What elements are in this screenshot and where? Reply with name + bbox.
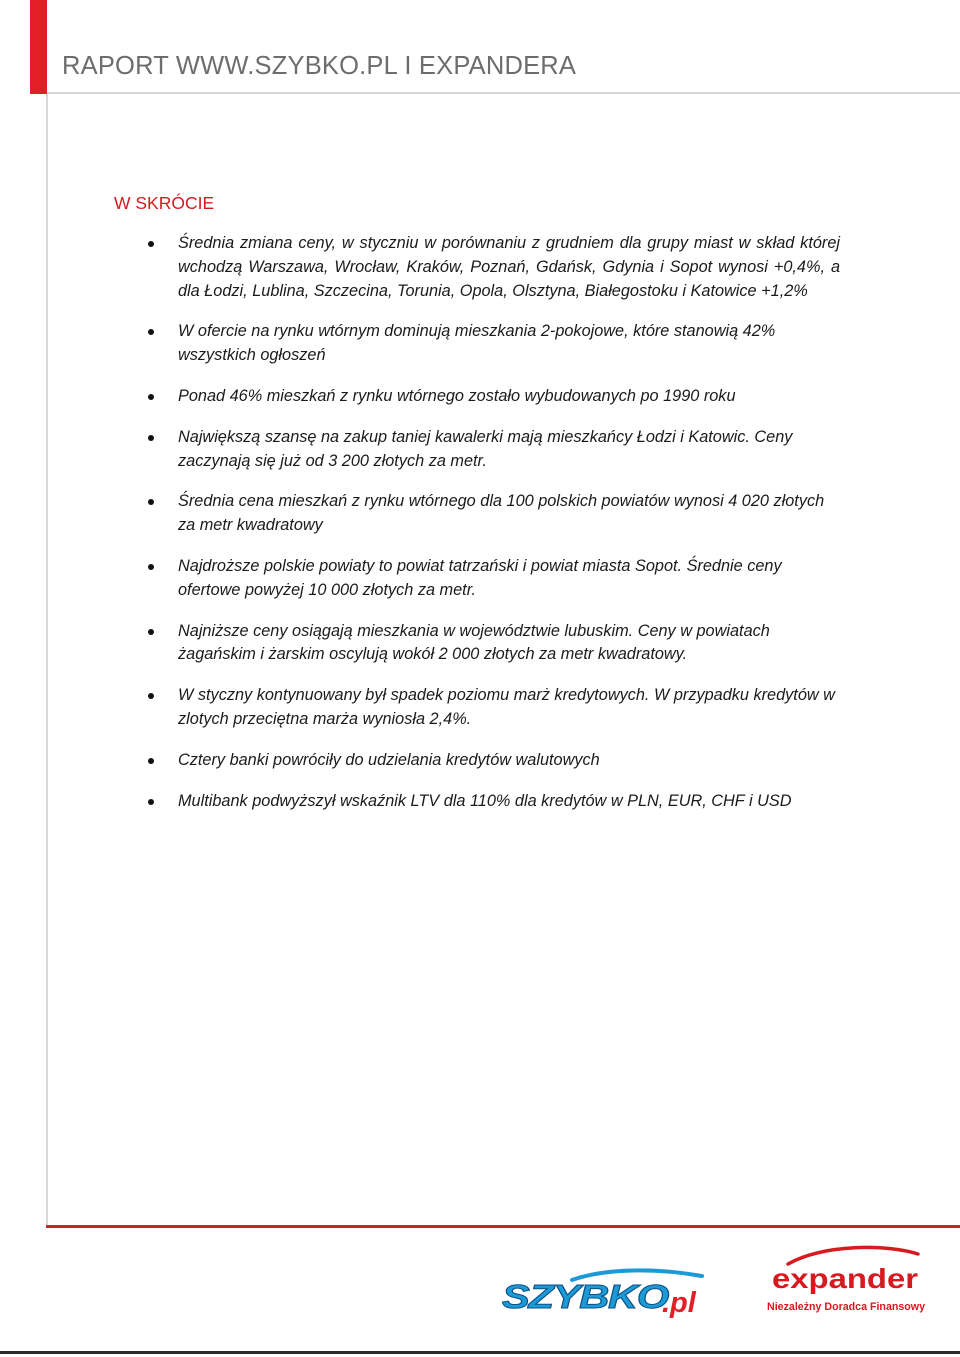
page-title: RAPORT WWW.SZYBKO.PL I EXPANDERA: [62, 52, 577, 80]
szybko-logo: [496, 1266, 714, 1324]
page-frame-left: [46, 94, 48, 1228]
list-item: [140, 749, 840, 773]
list-item-text: Multibank podwyższył wskaźnik LTV dla 110% dla kredytów w PLN, EUR, CHF i USD: [178, 791, 792, 810]
bullet-icon: [148, 564, 154, 570]
section-heading: W SKRÓCIE: [114, 193, 215, 213]
bullet-icon: [148, 394, 154, 400]
expander-tagline: Niezależny Doradca Finansowy: [767, 1301, 926, 1313]
page-frame-bottom: [46, 1225, 960, 1228]
page-bottom-edge: [0, 1351, 960, 1354]
list-item-text: W ofercie na rynku wtórnym dominują mieszkania 2-pokojowe, które stanowią 42% wszystkich ogłoszeń: [178, 322, 776, 365]
bullet-icon: [148, 499, 154, 505]
list-item-text: Średnia zmiana ceny, w styczniu w porównaniu z grudniem dla grupy miast w skład której wchodzą Warszawa, Wrocław, Kraków, Poznań, Gdańsk, Gdynia i Sopot wynosi +0,4%, a dla Łodzi, Lublina, Szczecina, Torunia, Opola, Olsztyna, Białegostoku i Katowice +1,2%: [178, 234, 840, 300]
list-item-text: Średnia cena mieszkań z rynku wtórnego dla 100 polskich powiatów wynosi 4 020 złotych za metr kwadratowy: [178, 492, 825, 535]
list-item: [140, 426, 840, 474]
bullet-icon: [148, 629, 154, 635]
bullet-icon: [148, 329, 154, 335]
list-item: [140, 790, 840, 814]
list-item: [140, 620, 840, 668]
szybko-logo-suffix: .pl: [662, 1287, 696, 1319]
bullet-icon: [148, 799, 154, 805]
list-item-text: W styczny kontynuowany był spadek poziomu marż kredytowych. W przypadku kredytów w zlotych przeciętna marża wyniosła 2,4%.: [178, 686, 835, 728]
expander-swoosh: [788, 1247, 918, 1264]
list-item: [140, 490, 840, 538]
bullet-icon: [148, 693, 154, 699]
expander-logo: [764, 1244, 930, 1318]
szybko-logo-text: SZYBKO: [502, 1278, 670, 1315]
bullet-icon: [148, 435, 154, 441]
header-divider: [47, 92, 960, 94]
expander-logo-text: expander: [772, 1263, 919, 1294]
list-item: [140, 385, 840, 409]
bullet-icon: [148, 241, 154, 247]
list-item-text: Cztery banki powróciły do udzielania kredytów walutowych: [178, 750, 600, 769]
list-item-text: Najniższe ceny osiągają mieszkania w województwie lubuskim. Ceny w powiatach żagańskim i żarskim oscylują wokół 2 000 złotych za metr kwadratowy.: [178, 621, 770, 664]
list-item-text: Najdroższe polskie powiaty to powiat tatrzański i powiat miasta Sopot. Średnie ceny ofertowe powyżej 10 000 złotych za metr.: [178, 556, 782, 599]
list-item: [140, 232, 840, 303]
list-item-text: Ponad 46% mieszkań z rynku wtórnego zostało wybudowanych po 1990 roku: [178, 386, 736, 405]
summary-list: [140, 232, 840, 830]
list-item: [140, 555, 840, 603]
bullet-icon: [148, 758, 154, 764]
list-item: [140, 320, 840, 368]
list-item-text: Największą szansę na zakup taniej kawalerki mają mieszkańcy Łodzi i Katowic. Ceny zaczynają się już od 3 200 złotych za metr.: [178, 427, 793, 470]
list-item: [140, 684, 840, 732]
header-accent-bar: [30, 0, 47, 94]
